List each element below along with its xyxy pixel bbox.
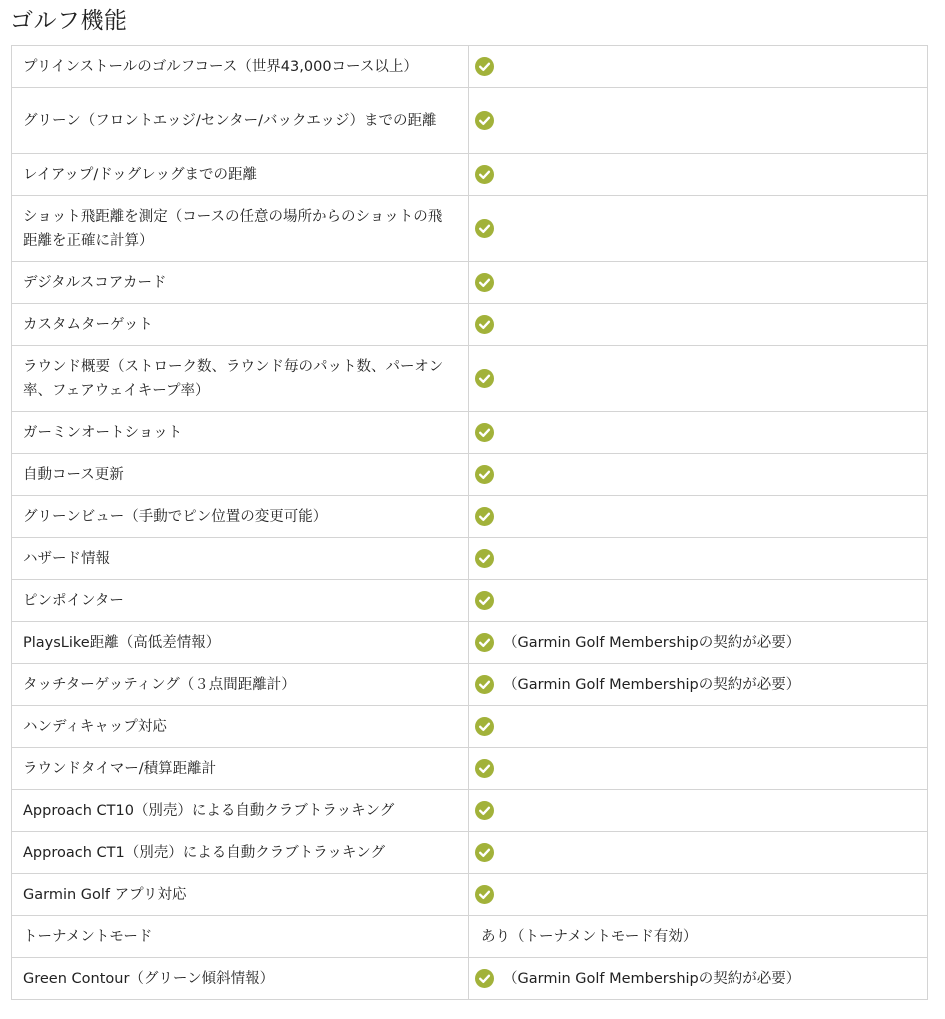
feature-row — [12, 538, 928, 580]
feature-row — [12, 790, 928, 832]
feature-row — [12, 832, 928, 874]
check-circle-icon — [475, 507, 494, 526]
check-circle-icon — [475, 165, 494, 184]
check-circle-icon — [475, 219, 494, 238]
check-circle-icon — [475, 633, 494, 652]
feature-availability — [469, 46, 928, 88]
feature-row — [12, 346, 928, 412]
check-circle-icon — [475, 549, 494, 568]
feature-row — [12, 196, 928, 262]
feature-availability — [469, 580, 928, 622]
availability-content — [475, 759, 927, 778]
availability-content — [475, 57, 927, 76]
availability-content — [475, 315, 927, 334]
feature-name: レイアップ/ドッグレッグまでの距離 — [12, 154, 469, 196]
feature-row — [12, 580, 928, 622]
feature-row — [12, 622, 928, 664]
availability-note: （Garmin Golf Membershipの契約が必要） — [503, 634, 801, 651]
feature-row — [12, 46, 928, 88]
check-circle-icon — [475, 675, 494, 694]
feature-name: ハンディキャップ対応 — [12, 706, 469, 748]
feature-availability — [469, 622, 928, 664]
availability-content — [475, 549, 927, 568]
feature-name: Garmin Golf アプリ対応 — [12, 874, 469, 916]
availability-content — [475, 631, 927, 655]
feature-availability — [469, 664, 928, 706]
feature-availability — [469, 538, 928, 580]
feature-name: Approach CT1（別売）による自動クラブトラッキング — [12, 832, 469, 874]
feature-name: グリーンビュー（手動でピン位置の変更可能） — [12, 496, 469, 538]
feature-availability — [469, 262, 928, 304]
feature-availability — [469, 88, 928, 154]
feature-row — [12, 88, 928, 154]
feature-row — [12, 154, 928, 196]
availability-content — [475, 465, 927, 484]
page-title: ゴルフ機能 — [10, 8, 128, 34]
feature-name: デジタルスコアカード — [12, 262, 469, 304]
check-circle-icon — [475, 969, 494, 988]
availability-content — [475, 165, 927, 184]
feature-name: ラウンド概要（ストローク数、ラウンド毎のパット数、パーオン率、フェアウェイキープ率） — [12, 346, 469, 412]
check-circle-icon — [475, 885, 494, 904]
feature-name: ガーミンオートショット — [12, 412, 469, 454]
availability-content — [475, 967, 927, 991]
feature-availability — [469, 706, 928, 748]
feature-name: Approach CT10（別売）による自動クラブトラッキング — [12, 790, 469, 832]
availability-content — [475, 673, 927, 697]
feature-table — [11, 45, 928, 1000]
check-circle-icon — [475, 57, 494, 76]
feature-name: PlaysLike距離（高低差情報） — [12, 622, 469, 664]
feature-name: トーナメントモード — [12, 916, 469, 958]
check-circle-icon — [475, 423, 494, 442]
feature-name: Green Contour（グリーン傾斜情報） — [12, 958, 469, 1000]
check-circle-icon — [475, 315, 494, 334]
feature-row — [12, 748, 928, 790]
feature-name: カスタムターゲット — [12, 304, 469, 346]
availability-content — [475, 717, 927, 736]
availability-content — [475, 843, 927, 862]
check-circle-icon — [475, 843, 494, 862]
feature-table-body — [12, 46, 928, 1000]
check-circle-icon — [475, 273, 494, 292]
feature-row — [12, 454, 928, 496]
feature-availability — [469, 454, 928, 496]
feature-row — [12, 412, 928, 454]
availability-content — [475, 507, 927, 526]
availability-content — [475, 369, 927, 388]
feature-availability — [469, 304, 928, 346]
feature-availability — [469, 874, 928, 916]
availability-content — [475, 111, 927, 130]
availability-content — [475, 801, 927, 820]
feature-name: ラウンドタイマー/積算距離計 — [12, 748, 469, 790]
availability-note: あり（トーナメントモード有効） — [481, 928, 698, 945]
feature-name: プリインストールのゴルフコース（世界43,000コース以上） — [12, 46, 469, 88]
feature-row — [12, 304, 928, 346]
feature-availability — [469, 958, 928, 1000]
availability-content — [475, 591, 927, 610]
feature-availability — [469, 832, 928, 874]
check-circle-icon — [475, 759, 494, 778]
feature-availability — [469, 412, 928, 454]
check-circle-icon — [475, 111, 494, 130]
availability-note: （Garmin Golf Membershipの契約が必要） — [503, 970, 801, 987]
feature-availability — [469, 154, 928, 196]
feature-availability — [469, 790, 928, 832]
feature-row — [12, 262, 928, 304]
feature-row — [12, 664, 928, 706]
feature-row — [12, 874, 928, 916]
check-circle-icon — [475, 801, 494, 820]
check-circle-icon — [475, 717, 494, 736]
feature-name: タッチターゲッティング（３点間距離計） — [12, 664, 469, 706]
feature-row — [12, 496, 928, 538]
availability-note: （Garmin Golf Membershipの契約が必要） — [503, 676, 801, 693]
availability-content — [475, 925, 927, 949]
feature-name: グリーン（フロントエッジ/センター/バックエッジ）までの距離 — [12, 88, 469, 154]
feature-row — [12, 916, 928, 958]
feature-availability — [469, 916, 928, 958]
check-circle-icon — [475, 369, 494, 388]
feature-availability — [469, 196, 928, 262]
feature-row — [12, 706, 928, 748]
check-circle-icon — [475, 591, 494, 610]
feature-availability — [469, 496, 928, 538]
availability-content — [475, 423, 927, 442]
feature-availability — [469, 346, 928, 412]
feature-name: ショット飛距離を測定（コースの任意の場所からのショットの飛距離を正確に計算） — [12, 196, 469, 262]
feature-availability — [469, 748, 928, 790]
availability-content — [475, 219, 927, 238]
feature-name: 自動コース更新 — [12, 454, 469, 496]
feature-name: ピンポインター — [12, 580, 469, 622]
check-circle-icon — [475, 465, 494, 484]
availability-content — [475, 885, 927, 904]
feature-row — [12, 958, 928, 1000]
availability-content — [475, 273, 927, 292]
feature-name: ハザード情報 — [12, 538, 469, 580]
